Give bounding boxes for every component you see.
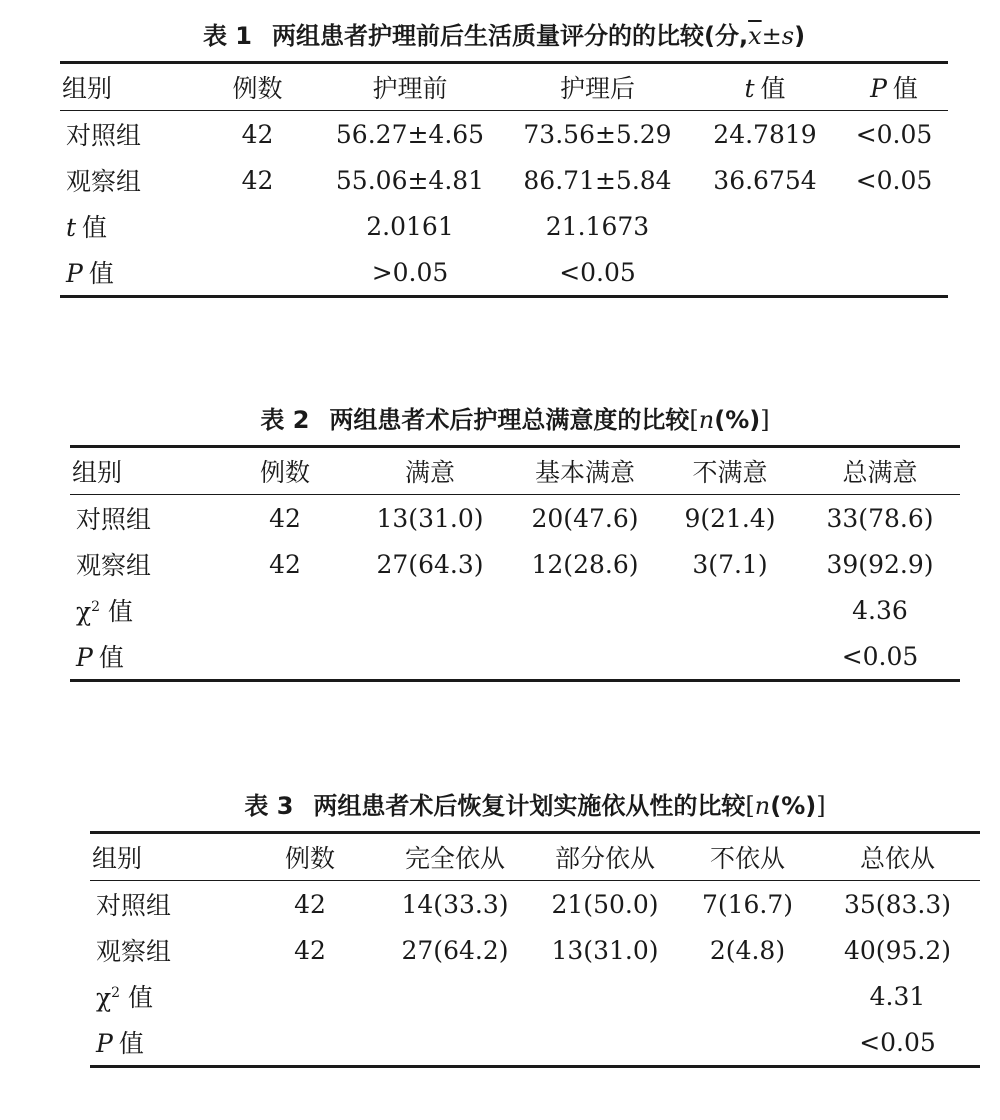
cell-chi-value: 4.36 (852, 595, 908, 625)
table-row-chi-stat (90, 973, 980, 1019)
header-total-compliance: 总依从 (859, 844, 935, 873)
cell-count: 42 (269, 549, 301, 579)
chi-symbol: χ (96, 983, 112, 1012)
cell-stat-label (90, 973, 240, 1019)
table-2-title-pct: (%) (714, 406, 761, 434)
table-row-chi-stat (70, 587, 960, 633)
cell-p-before: >0.05 (371, 257, 449, 287)
cell-dissatisfied: 9(21.4) (684, 503, 776, 533)
cell-empty (530, 1019, 680, 1067)
cell-p-value: <0.05 (859, 1027, 936, 1057)
header-partial-compliance: 部分依从 (554, 844, 655, 873)
table-2-title (70, 404, 960, 436)
header-count: 例数 (284, 844, 335, 873)
header-t-label: 值 (760, 74, 786, 103)
header-group: 组别 (62, 74, 113, 103)
table-3-grid (90, 831, 980, 1068)
header-p-value (840, 63, 948, 111)
t-label: 值 (82, 213, 108, 242)
cell-before: 55.06±4.81 (335, 165, 485, 195)
table-header-row (70, 447, 960, 495)
table-row (90, 927, 980, 973)
cell-p: <0.05 (855, 119, 933, 149)
table-row-p-stat (90, 1019, 980, 1067)
cell-empty (200, 249, 315, 297)
cell-empty (690, 249, 840, 297)
cell-group: 观察组 (76, 551, 152, 580)
header-count: 例数 (259, 458, 310, 487)
cell-empty (220, 633, 350, 681)
table-1-label: 表 1 (202, 22, 252, 50)
cell-empty (660, 633, 800, 681)
table-row (60, 111, 948, 158)
cell-empty (200, 203, 315, 249)
table-3-title-bracket-open: [ (745, 792, 755, 820)
t-symbol: t (66, 213, 77, 242)
cell-total-compliance: 40(95.2) (844, 935, 951, 965)
table-1-title-s: s (781, 22, 795, 50)
cell-empty (240, 973, 380, 1019)
cell-dissatisfied: 3(7.1) (692, 549, 768, 579)
table-2-title-n: n (698, 406, 715, 434)
table-row (70, 541, 960, 587)
table-3-title-pct: (%) (770, 792, 817, 820)
cell-count: 42 (241, 165, 274, 195)
cell-non-compliance: 7(16.7) (701, 889, 794, 919)
cell-group: 对照组 (76, 505, 152, 534)
cell-after: 73.56±5.29 (523, 119, 672, 149)
cell-non-compliance: 2(4.8) (709, 935, 786, 965)
cell-stat-label (70, 633, 220, 681)
cell-empty (350, 587, 510, 633)
cell-t: 36.6754 (713, 165, 817, 195)
cell-chi-value: 4.31 (869, 981, 926, 1011)
chi-label: 值 (128, 983, 154, 1012)
table-3-title (90, 790, 980, 822)
header-full-compliance: 完全依从 (404, 844, 505, 873)
header-p-label: 值 (892, 74, 918, 103)
table-2-title-text: 两组患者术后护理总满意度的比较 (329, 406, 690, 434)
cell-empty (350, 633, 510, 681)
table-1-title-text: 两组患者护理前后生活质量评分的的比较(分, (272, 22, 749, 50)
cell-empty (680, 1019, 815, 1067)
cell-partial-compliance: 21(50.0) (551, 889, 659, 919)
cell-t-after: 21.1673 (545, 211, 650, 241)
header-p-symbol: P (870, 74, 887, 103)
header-before: 护理前 (372, 74, 448, 103)
table-3 (90, 790, 980, 1068)
p-symbol: P (76, 643, 93, 672)
cell-group: 对照组 (66, 121, 142, 150)
cell-group: 观察组 (66, 167, 142, 196)
cell-empty (660, 587, 800, 633)
header-total-satisfied: 总满意 (842, 458, 918, 487)
table-2 (70, 404, 960, 682)
table-1-title-close: ) (794, 22, 806, 50)
header-group: 组别 (92, 844, 143, 873)
table-2-title-bracket-close: ] (760, 406, 770, 434)
table-header-row (60, 63, 948, 111)
cell-count: 42 (294, 889, 326, 919)
cell-stat-label (60, 203, 200, 249)
table-2-label: 表 2 (260, 406, 310, 434)
cell-empty (510, 587, 660, 633)
cell-stat-label (60, 249, 200, 297)
cell-satisfied: 27(64.3) (376, 549, 484, 579)
cell-stat-label (90, 1019, 240, 1067)
chi-sup: 2 (91, 599, 101, 615)
p-label: 值 (98, 643, 124, 672)
cell-p-after: <0.05 (559, 257, 636, 287)
header-count: 例数 (232, 74, 283, 103)
cell-count: 42 (269, 503, 301, 533)
cell-group: 对照组 (96, 891, 172, 920)
header-basically-satisfied: 基本满意 (534, 458, 635, 487)
table-row-p-stat (70, 633, 960, 681)
cell-t-before: 2.0161 (366, 211, 454, 241)
cell-empty (510, 633, 660, 681)
table-row (90, 881, 980, 928)
cell-count: 42 (241, 119, 274, 149)
header-satisfied: 满意 (404, 458, 455, 487)
cell-stat-label (70, 587, 220, 633)
table-row-t-stat (60, 203, 948, 249)
cell-total-satisfied: 39(92.9) (826, 549, 934, 579)
table-1 (60, 20, 948, 298)
table-row (70, 495, 960, 542)
chi-symbol: χ (76, 597, 92, 626)
p-symbol: P (66, 259, 83, 288)
header-group: 组别 (72, 458, 123, 487)
cell-after: 86.71±5.84 (523, 165, 672, 195)
cell-full-compliance: 27(64.2) (401, 935, 509, 965)
table-2-grid (70, 445, 960, 682)
table-header-row (90, 833, 980, 881)
cell-group: 观察组 (96, 937, 172, 966)
cell-empty (380, 1019, 530, 1067)
cell-empty (240, 1019, 380, 1067)
cell-empty (220, 587, 350, 633)
cell-p: <0.05 (855, 165, 933, 195)
chi-label: 值 (108, 597, 134, 626)
cell-full-compliance: 14(33.3) (401, 889, 509, 919)
cell-empty (680, 973, 815, 1019)
table-3-title-bracket-close: ] (816, 792, 826, 820)
chi-sup: 2 (111, 985, 121, 1001)
p-label: 值 (118, 1029, 144, 1058)
table-3-label: 表 3 (244, 792, 294, 820)
table-row (60, 157, 948, 203)
cell-total-compliance: 35(83.3) (844, 889, 951, 919)
cell-satisfied: 13(31.0) (376, 503, 484, 533)
cell-basically-satisfied: 12(28.6) (531, 549, 639, 579)
table-3-title-n: n (754, 792, 771, 820)
p-label: 值 (88, 259, 114, 288)
header-after: 护理后 (559, 74, 635, 103)
cell-empty (380, 973, 530, 1019)
table-2-title-bracket-open: [ (689, 406, 699, 434)
cell-total-satisfied: 33(78.6) (826, 503, 934, 533)
p-symbol: P (96, 1029, 113, 1058)
cell-basically-satisfied: 20(47.6) (531, 503, 639, 533)
cell-empty (840, 203, 948, 249)
cell-t: 24.7819 (713, 119, 817, 149)
cell-partial-compliance: 13(31.0) (551, 935, 659, 965)
cell-p-value: <0.05 (841, 641, 919, 671)
table-3-title-text: 两组患者术后恢复计划实施依从性的比较 (313, 792, 746, 820)
table-row-p-stat (60, 249, 948, 297)
table-1-title (60, 20, 948, 52)
cell-empty (530, 973, 680, 1019)
table-1-title-xbar: $\overline{x}$ (748, 22, 762, 50)
header-non-compliance: 不依从 (709, 844, 785, 873)
cell-empty (840, 249, 948, 297)
header-dissatisfied: 不满意 (692, 458, 768, 487)
table-1-grid (60, 61, 948, 298)
header-t-symbol: t (744, 74, 755, 103)
cell-before: 56.27±4.65 (335, 119, 485, 149)
cell-empty (690, 203, 840, 249)
header-t-value (690, 63, 840, 111)
table-1-title-pm: ± (761, 22, 782, 50)
cell-count: 42 (294, 935, 326, 965)
